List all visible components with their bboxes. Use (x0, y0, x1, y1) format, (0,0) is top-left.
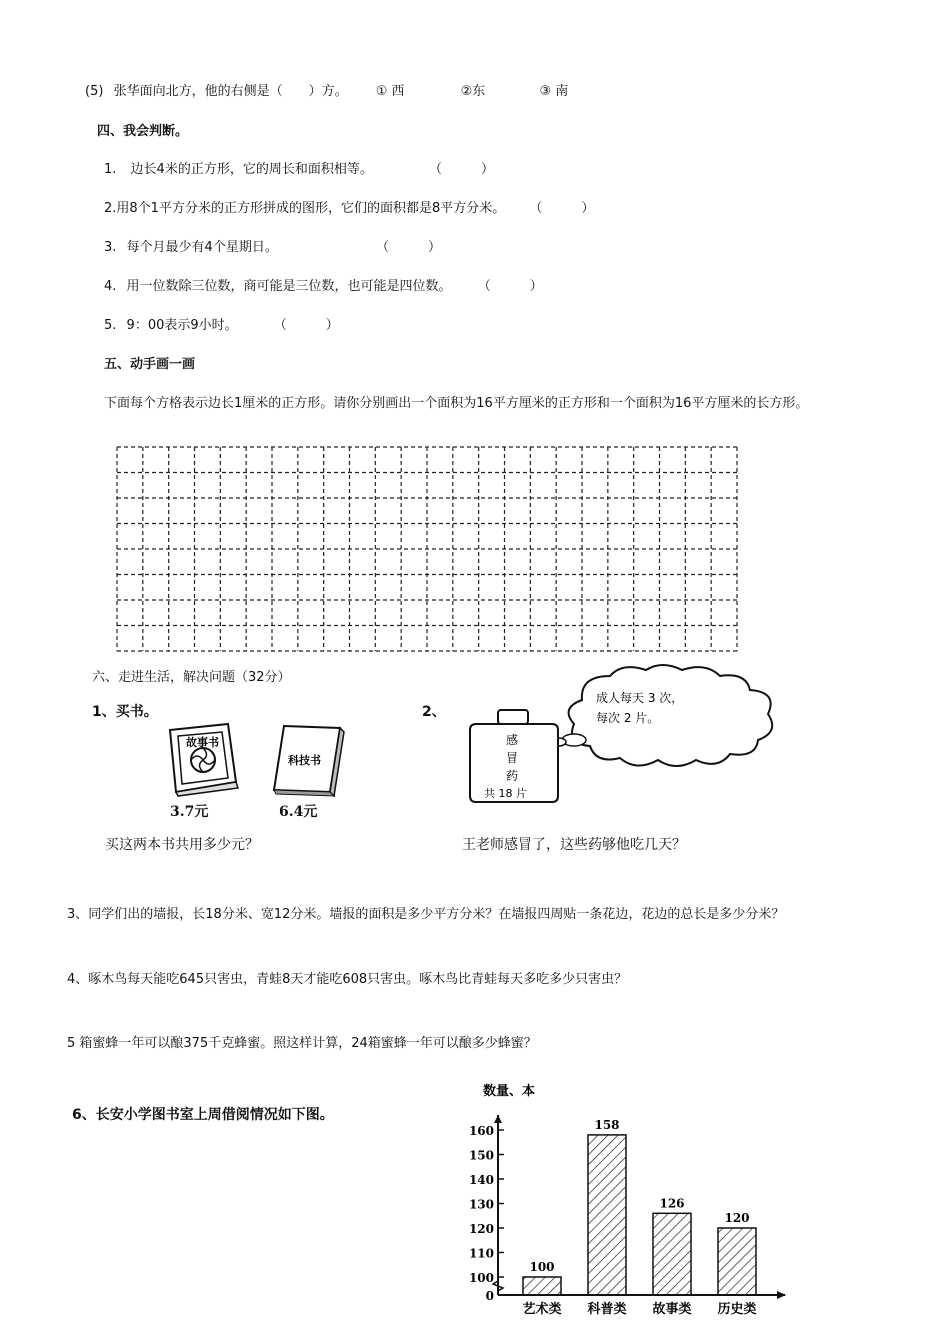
judge-num: 4. (104, 279, 117, 294)
judge-item-3 (104, 236, 441, 255)
judge-text: 用8个1平方分米的正方形拼成的图形，它们的面积都是8平方分米。 (116, 201, 506, 216)
category-label: 历史类 (717, 1302, 757, 1317)
judge-answer-blank[interactable]: （ ） (428, 162, 494, 177)
book2-title: 科技书 (288, 754, 321, 767)
bottle-line-3: 药 (506, 769, 519, 783)
judge-text: 用一位数除三位数，商可能是三位数，也可能是四位数。 (126, 279, 452, 294)
q5-prefix: (5) (85, 84, 104, 99)
bar-value-label: 158 (594, 1117, 620, 1132)
y-tick-label: 140 (468, 1173, 494, 1187)
judge-num: 1. (104, 162, 117, 177)
y-axis-arrow (494, 1115, 502, 1123)
category-label: 科普类 (587, 1302, 627, 1317)
judge-num: 2. (104, 201, 117, 216)
cloud-line-1: 成人每天 3 次， (596, 691, 684, 705)
category-label: 故事类 (652, 1302, 692, 1317)
judge-num: 3. (104, 240, 117, 255)
y-tick-label: 100 (468, 1271, 494, 1285)
y-tick-label: 0 (485, 1289, 494, 1303)
drawing-grid[interactable] (115, 445, 741, 655)
x-axis-arrow (777, 1291, 786, 1299)
judge-num: 5. (104, 318, 117, 333)
problem2-label: 2、 (422, 704, 446, 720)
section6-title: 六、走进生活，解决问题（32分） (92, 670, 291, 685)
bar-value-label: 100 (529, 1260, 555, 1274)
q5-option-3: ③ 南 (539, 84, 569, 99)
judge-answer-blank[interactable]: （ ） (477, 279, 543, 294)
cloud-line-2: 每次 2 片。 (596, 711, 660, 725)
problem1-label: 1、买书。 (92, 704, 158, 720)
judge-item-1 (104, 158, 494, 177)
book2-price: 6.4元 (279, 804, 318, 820)
judge-answer-blank[interactable]: （ ） (273, 318, 339, 333)
bottle-line-4: 共 18 片 (484, 787, 527, 800)
story-book-icon (162, 722, 240, 798)
book1-title: 故事书 (186, 736, 219, 749)
judge-text: 9：00表示9小时。 (126, 318, 238, 333)
y-tick-label: 110 (468, 1246, 494, 1261)
chart-ylabel: 数量、本 (483, 1084, 536, 1099)
section4-title: 四、我会判断。 (97, 124, 189, 139)
q5-text: 张华面向北方，他的右侧是（ ）方。 (113, 84, 348, 99)
judge-answer-blank[interactable]: （ ） (529, 201, 595, 216)
problem6: 6、长安小学图书室上周借阅情况如下图。 (72, 1107, 334, 1123)
problem3: 3、同学们出的墙报，长18分米、宽12分米。墙报的面积是多少平方分米？在墙报四周贴一条花边，花边的总长是多少分米？ (67, 907, 785, 922)
bar-历史类 (718, 1228, 756, 1295)
y-tick-label: 150 (468, 1148, 494, 1163)
y-tick-label: 160 (468, 1124, 494, 1138)
bar-艺术类 (523, 1277, 561, 1295)
bar-科普类 (588, 1135, 626, 1295)
bar-故事类 (653, 1213, 691, 1295)
problem2-question: 王老师感冒了，这些药够他吃几天？ (462, 837, 686, 853)
medicine-illustration (462, 660, 792, 810)
section5-instruction: 下面每个方格表示边长1厘米的正方形。请你分别画出一个面积为16平方厘米的正方形和一个面积为16平方厘米的长方形。 (104, 396, 809, 411)
q5-option-2: ②东 (460, 84, 486, 99)
q5-line (85, 80, 568, 99)
judge-text: 边长4米的正方形，它的周长和面积相等。 (130, 162, 373, 177)
judge-item-4 (104, 275, 543, 294)
problem1-question: 买这两本书共用多少元？ (105, 837, 259, 853)
bottle-line-2: 冒 (506, 751, 519, 765)
bar-value-label: 120 (724, 1211, 750, 1225)
bottle-line-1: 感 (506, 733, 519, 747)
book1-price: 3.7元 (170, 804, 209, 820)
category-label: 艺术类 (522, 1302, 562, 1317)
y-tick-label: 130 (468, 1197, 494, 1212)
science-book-icon (268, 722, 348, 798)
problem4: 4、啄木鸟每天能吃645只害虫，青蛙8天才能吃608只害虫。啄木鸟比青蛙每天多吃多少只害虫？ (67, 972, 628, 987)
q5-option-1: ① 西 (375, 84, 405, 99)
judge-answer-blank[interactable]: （ ） (375, 240, 441, 255)
y-tick-label: 120 (468, 1222, 494, 1236)
judge-text: 每个月最少有4个星期日。 (126, 240, 278, 255)
judge-item-5 (104, 314, 339, 333)
section5-title: 五、动手画一画 (104, 357, 196, 372)
bar-value-label: 126 (659, 1196, 685, 1211)
borrowing-bar-chart (440, 1075, 800, 1333)
problem5: 5 箱蜜蜂一年可以酿375千克蜂蜜。照这样计算，24箱蜜蜂一年可以酿多少蜂蜜？ (67, 1036, 537, 1051)
judge-item-2 (104, 197, 594, 216)
